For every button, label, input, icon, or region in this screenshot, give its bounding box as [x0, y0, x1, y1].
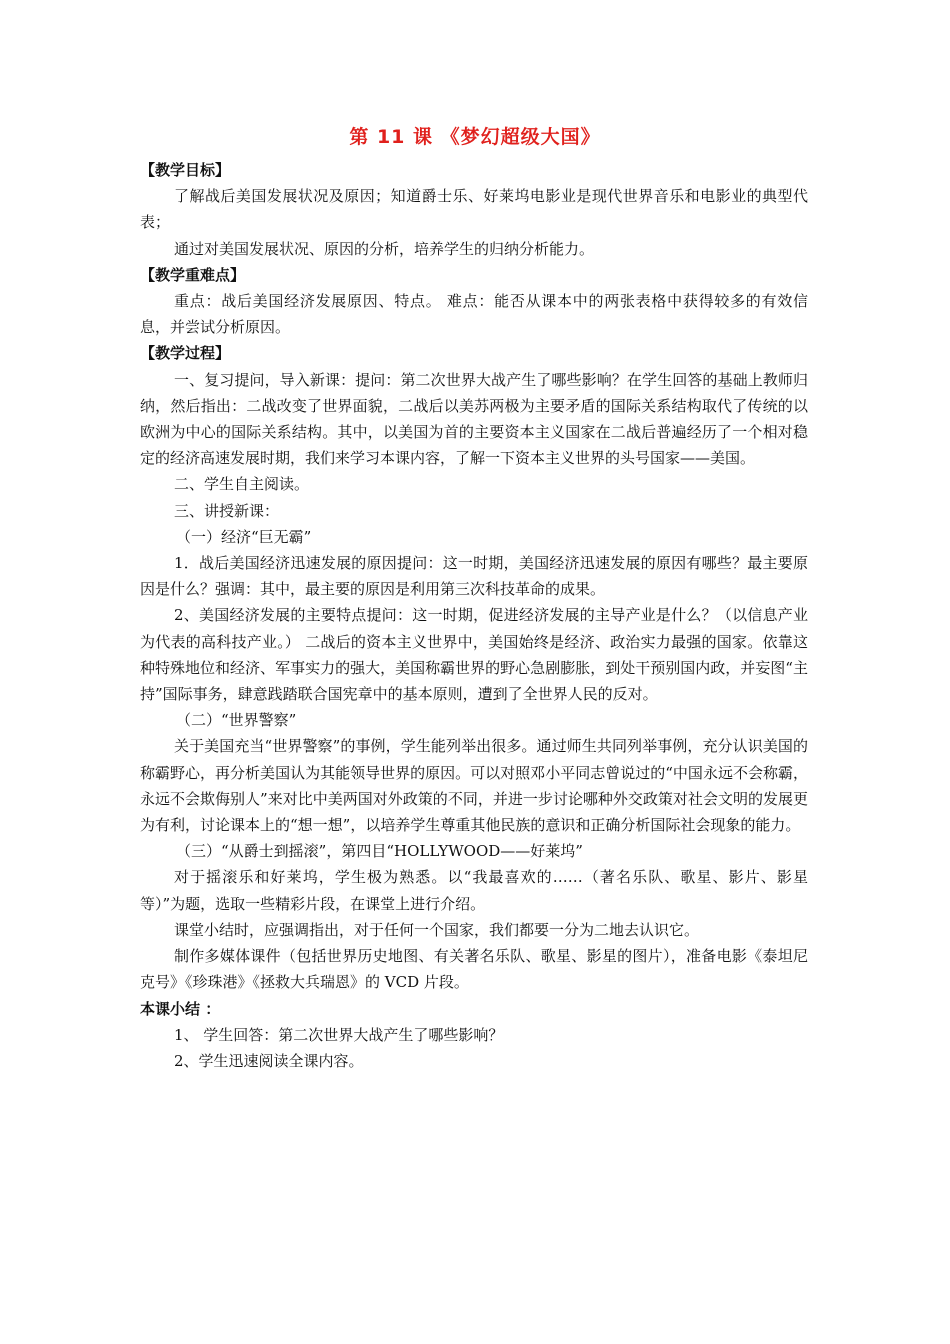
process-paragraph-3: 三、讲授新课：	[174, 501, 280, 520]
subsection-1-paragraph-1: 1．战后美国经济迅速发展的原因提问：这一时期，美国经济迅速发展的原因有哪些？最主要原因是什么？强调：其中，最主要的原因是利用第三次科技革命的成果。	[140, 554, 808, 599]
page-title: 第 11 课 《梦幻超级大国》	[349, 126, 601, 148]
subsection-2-paragraph: 关于美国充当“世界警察”的事例，学生能列举出很多。通过师生共同列举事例，充分认识美国的称霸野心，再分析美国认为其能领导世界的原因。可以对照邓小平同志曾说过的“中国永远不会称霸，永远不会欺侮别人”来对比中美两国对外政策的不同，并进一步讨论哪种外交政策对社会文明的发展更为有利，讨论课本上的“想一想”，以培养学生尊重其他民族的意识和正确分析国际社会现象的能力。	[140, 737, 808, 835]
document-body	[140, 157, 808, 1074]
subsection-3-paragraph-3: 制作多媒体课件（包括世界历史地图、有关著名乐队、歌星、影星的图片），准备电影《泰坦尼克号》《珍珠港》《拯救大兵瑞恩》的 VCD 片段。	[140, 947, 808, 992]
subsection-3-paragraph-2: 课堂小结时，应强调指出，对于任何一个国家，我们都要一分为二地去认识它。	[174, 920, 700, 939]
summary-heading: 本课小结 ：	[140, 999, 221, 1018]
subsection-3-paragraph-1: 对于摇滚乐和好莱坞，学生极为熟悉。以“我最喜欢的……（著名乐队、歌星、影片、影星等）”为题，选取一些精彩片段，在课堂上进行介绍。	[140, 868, 808, 913]
process-paragraph-1: 一、复习提问，导入新课：提问：第二次世界大战产生了哪些影响？在学生回答的基础上教师归纳，然后指出：二战改变了世界面貌，二战后以美苏两极为主要矛盾的国际关系结构取代了传统的以欧洲为中心的国际关系结构。其中，以美国为首的主要资本主义国家在二战后普遍经历了一个相对稳定的经济高速发展时期，我们来学习本课内容，了解一下资本主义世界的头号国家——美国。	[140, 370, 808, 468]
goals-heading: 【教学目标】	[140, 161, 231, 179]
summary-item-1: 1、 学生回答：第二次世界大战产生了哪些影响？	[174, 1025, 504, 1044]
goals-paragraph-2: 通过对美国发展状况、原因的分析，培养学生的归纳分析能力。	[174, 239, 595, 258]
summary-item-2: 2、学生迅速阅读全课内容。	[174, 1051, 364, 1070]
subsection-1-title: （一）经济“巨无霸”	[176, 527, 312, 546]
goals-paragraph-1: 了解战后美国发展状况及原因；知道爵士乐、好莱坞电影业是现代世界音乐和电影业的典型代表；	[140, 187, 808, 232]
subsection-2-title: （二）“世界警察”	[176, 711, 297, 730]
subsection-1-paragraph-2: 2、美国经济发展的主要特点提问：这一时期，促进经济发展的主导产业是什么？（以信息产业为代表的高科技产业。） 二战后的资本主义世界中，美国始终是经济、政治实力最强的国家。依靠这种特殊地位和经济、军事实力的强大，美国称霸世界的野心急剧膨胀，到处干预别国内政，并妄图“主持”国际事务，肆意践踏联合国宪章中的基本原则，遭到了全世界人民的反对。	[140, 606, 808, 704]
subsection-3-title: （三）“从爵士到摇滚”，第四目“HOLLYWOOD——好莱坞”	[176, 842, 583, 861]
process-heading: 【教学过程】	[140, 344, 231, 363]
key-points-heading: 【教学重难点】	[140, 265, 246, 284]
process-paragraph-2: 二、学生自主阅读。	[174, 475, 310, 494]
key-points-paragraph: 重点：战后美国经济发展原因、特点。 难点：能否从课本中的两张表格中获得较多的有效信息，并尝试分析原因。	[140, 292, 808, 337]
